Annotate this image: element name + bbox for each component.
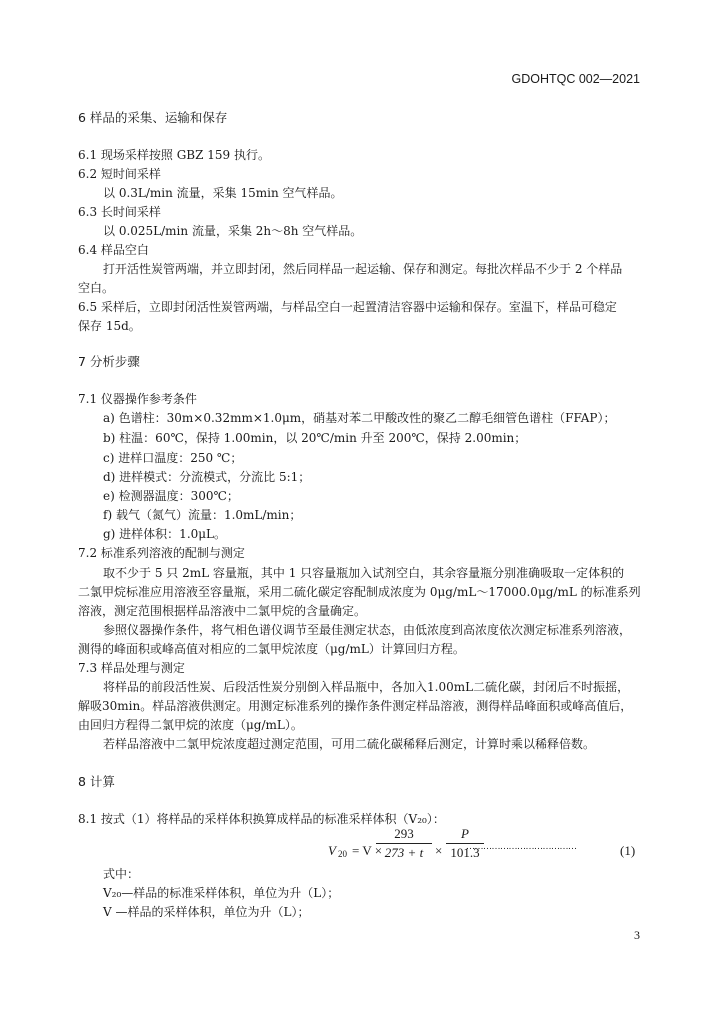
condition-f: f) 载气（氮气）流量：1.0mL/min； xyxy=(103,508,302,522)
clause-6-5-line1: 6.5 采样后，立即封闭活性炭管两端，与样品空白一起置清洁容器中运输和保存。室温下，样品可稳定 xyxy=(78,300,617,314)
section-6-heading: 6 样品的采集、运输和保存 xyxy=(78,110,228,125)
condition-a: a) 色谱柱：30m×0.32mm×1.0μm，硝基对苯二甲酸改性的聚乙二醇毛细管色谱柱（FFAP）； xyxy=(103,411,616,425)
clause-7-2-para2-line2: 测得的峰面积或峰高值对相应的二氯甲烷浓度（μg/mL）计算回归方程。 xyxy=(78,642,465,656)
clause-7-1-title: 7.1 仪器操作参考条件 xyxy=(78,392,197,406)
clause-6-4-text-line2: 空白。 xyxy=(78,281,115,295)
formula-leader-dots: ………………………………… xyxy=(466,841,577,851)
clause-6-3-text: 以 0.025L/min 流量，采集 2h～8h 空气样品。 xyxy=(103,224,363,238)
clause-8-1: 8.1 按式（1）将样品的采样体积换算成样品的标准采样体积（V₂₀）： xyxy=(78,812,445,826)
fraction-temperature xyxy=(376,826,432,861)
fraction-bar xyxy=(376,843,432,844)
condition-b: b) 柱温：60℃，保持 1.00min，以 20℃/min 升至 200℃，保持 2.00min； xyxy=(103,431,527,445)
clause-6-4-text-line1: 打开活性炭管两端，并立即封闭，然后同样品一起运输、保存和测定。每批次样品不少于 2 个样品 xyxy=(103,262,623,276)
definition-v20: V₂₀—样品的标准采样体积，单位为升（L）； xyxy=(103,886,340,900)
clause-6-2-text: 以 0.3L/min 流量，采集 15min 空气样品。 xyxy=(103,186,343,200)
page-number: 3 xyxy=(634,928,640,942)
clause-7-3-title: 7.3 样品处理与测定 xyxy=(78,661,185,675)
clause-7-3-para1-line3: 由回归方程得二氯甲烷的浓度（μg/mL）。 xyxy=(78,718,303,732)
formula-times: × xyxy=(435,843,443,858)
clause-7-2-title: 7.2 标准系列溶液的配制与测定 xyxy=(78,546,245,560)
formula-equals-v-times: = V × xyxy=(352,843,383,858)
section-7-heading: 7 分析步骤 xyxy=(78,354,140,369)
clause-6-2-title: 6.2 短时间采样 xyxy=(78,167,161,181)
fraction-temperature-numerator: 293 xyxy=(394,826,414,841)
fraction-pressure-denominator: 101.3 xyxy=(450,845,480,860)
formula-lhs-subscript: 20 xyxy=(338,849,347,859)
condition-d: d) 进样模式：分流模式，分流比 5:1； xyxy=(103,470,311,484)
where-label: 式中： xyxy=(103,867,140,881)
section-8-heading: 8 计算 xyxy=(78,774,115,789)
condition-e: e) 检测器温度：300℃； xyxy=(103,489,239,503)
clause-6-5-line2: 保存 15d。 xyxy=(78,319,141,333)
clause-6-3-title: 6.3 长时间采样 xyxy=(78,205,161,219)
clause-6-4-title: 6.4 样品空白 xyxy=(78,243,149,257)
clause-7-3-para1-line2: 解吸30min。样品溶液供测定。用测定标准系列的操作条件测定样品溶液，测得样品峰面积或峰高值后， xyxy=(78,699,633,713)
definition-v: V —样品的采样体积，单位为升（L）； xyxy=(103,905,310,919)
clause-6-1: 6.1 现场采样按照 GBZ 159 执行。 xyxy=(78,148,270,162)
clause-7-2-para1-line1: 取不少于 5 只 2mL 容量瓶，其中 1 只容量瓶加入试剂空白，其余容量瓶分别准确吸取一定体积的 xyxy=(103,566,625,580)
clause-7-2-para2-line1: 参照仪器操作条件，将气相色谱仪调节至最佳测定状态，由低浓度到高浓度依次测定标准系列溶液， xyxy=(103,623,632,637)
clause-7-2-para1-line2: 二氯甲烷标准应用溶液至容量瓶，采用二硫化碳定容配制成浓度为 0μg/mL～17000.0μg/mL 的标准系列 xyxy=(78,585,641,599)
fraction-temperature-denominator: 273 + t xyxy=(384,845,424,860)
document-id: GDOHTQC 002—2021 xyxy=(511,72,640,86)
condition-c: c) 进样口温度：250 ℃； xyxy=(103,451,243,465)
fraction-pressure-numerator: P xyxy=(461,826,469,841)
formula-lhs: V xyxy=(328,843,336,858)
clause-7-3-para1-line1: 将样品的前段活性炭、后段活性炭分别倒入样品瓶中，各加入1.00mL二硫化碳，封闭后不时振摇， xyxy=(103,680,630,694)
formula-equation-number: (1) xyxy=(620,843,636,858)
condition-g: g) 进样体积：1.0μL。 xyxy=(103,527,227,541)
clause-7-2-para1-line3: 溶液，测定范围根据样品溶液中二氯甲烷的含量确定。 xyxy=(78,604,367,618)
clause-7-3-para2: 若样品溶液中二氯甲烷浓度超过测定范围，可用二硫化碳稀释后测定，计算时乘以稀释倍数。 xyxy=(103,737,596,751)
